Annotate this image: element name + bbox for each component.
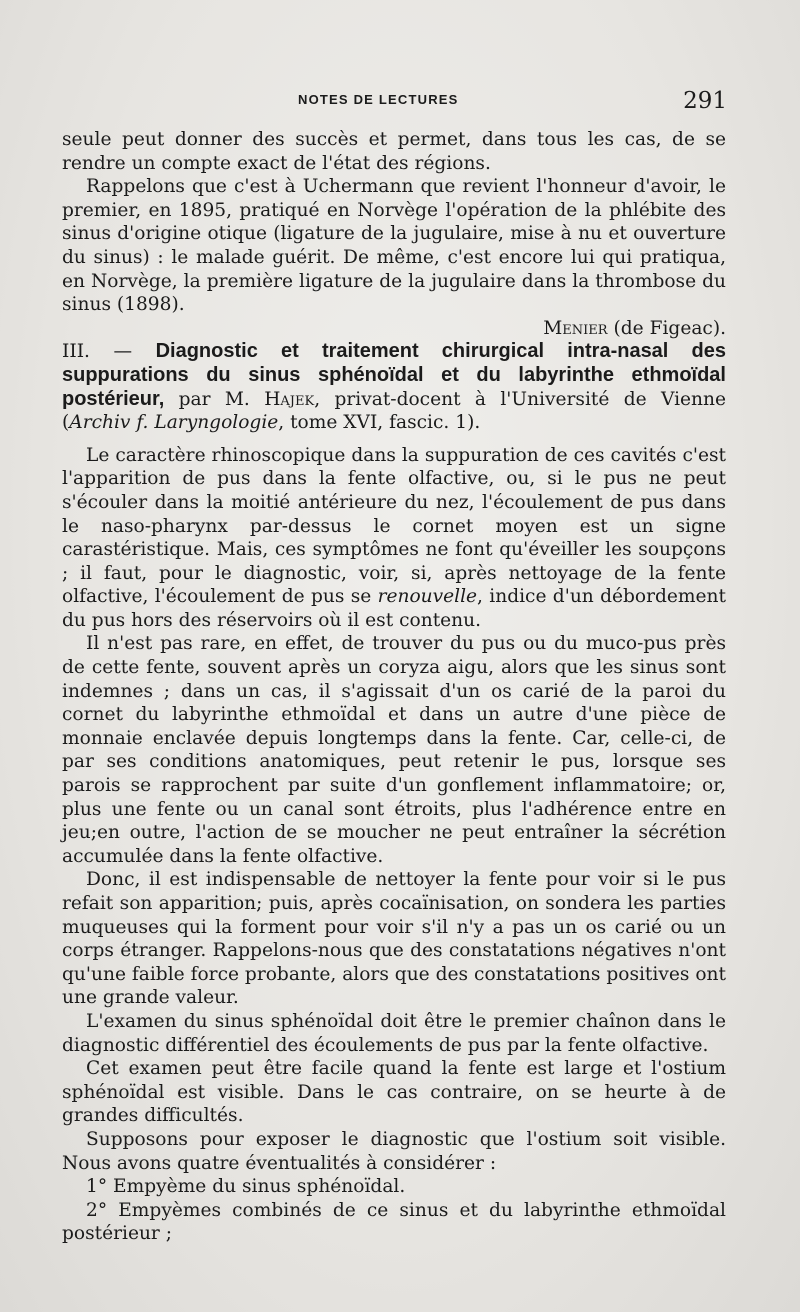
section-author: Hajek <box>264 388 315 410</box>
paragraph-uchermann-text: Rappelons que c'est à Uchermann que revient l'honneur d'avoir, le premier, en 1895, pratiqué en Norvège l'opération de la phlébite des sinus d'origine otique (ligature de la jugulaire, mise à nu et ouverture du sinus) : le malade guérit. De même, c'est encore lui qui pratiqua, en Norvège, la première ligature de la jugulaire dans la thrombose du sinus (1898). <box>62 176 726 316</box>
paragraph-body-2: Il n'est pas rare, en effet, de trouver du pus ou du muco-pus près de cette fente, souvent après un coryza aigu, alors que les sinus sont indemnes ; dans un cas, il s'agissait d'un os carié de la paroi du cornet du labyrinthe ethmoïdal et dans un autre d'une pièce de monnaie enclavée depuis longtemps dans la fente. Car, celle-ci, de par ses conditions anatomiques, peut retenir le pus, lorsque ses parois se rapprochent par suite d'un gonflement inflammatoire; or, plus une fente ou un canal sont étroits, plus l'adhérence entre en jeu;en outre, l'action de se moucher ne peut entraîner la sécrétion accumulée dans la fente olfactive. <box>62 633 726 867</box>
signature-name: Menier <box>543 317 608 339</box>
running-title: NOTES DE LECTURES <box>298 92 459 107</box>
section-by: par M. <box>178 388 250 410</box>
section-affiliation: , privat-docent à l'Université de Vienne ( <box>62 388 726 434</box>
section-heading <box>62 340 726 434</box>
section-title: Diagnostic et traitement chirurgical intra-nasal des suppurations du sinus sphénoïdal et du labyrinthe ethmoïdal postérieur, <box>62 340 726 410</box>
section-source-tail: , tome XVI, fascic. 1). <box>278 412 481 434</box>
paragraph-body-6: Supposons pour exposer le diagnostic que l'ostium soit visible. Nous avons quatre éventualités à considérer : <box>62 1128 726 1174</box>
spacer <box>62 435 726 444</box>
signature-place: (de Figeac). <box>613 317 726 339</box>
list-item-2: 2° Empyèmes combinés de ce sinus et du labyrinthe ethmoïdal postérieur ; <box>62 1199 726 1245</box>
review-signature <box>62 317 726 341</box>
section-number: III. — <box>62 341 133 363</box>
paragraph-uchermann <box>62 175 726 340</box>
page-header <box>62 88 727 122</box>
paragraph-body-1-b: , indice d'un débordement du pus hors des réservoirs où il est contenu. <box>62 586 726 631</box>
paragraph-body-1 <box>62 444 726 633</box>
paragraph-continuation: seule peut donner des succès et permet, dans tous les cas, de se rendre un compte exact de l'état des régions. <box>62 129 726 174</box>
paragraph-body-1-a: Le caractère rhinoscopique dans la suppuration de ces cavités c'est l'apparition de pus dans la fente olfactive, ou, si le pus ne peut s'écouler dans la moitié antérieure du nez, l'écoulement de pus dans le naso-pharynx par-dessus le cornet moyen est un signe carastéristique. Mais, ces symptômes ne font qu'éveiller les soupçons ; il faut, pour le diagnostic, voir, si, après nettoyage de la fente olfactive, l'écoulement de pus se <box>62 444 726 608</box>
paragraph-body-5: Cet examen peut être facile quand la fente est large et l'ostium sphénoïdal est visible. Dans le cas contraire, on se heurte à de grandes difficultés. <box>62 1058 726 1127</box>
paragraph-body-3: Donc, il est indispensable de nettoyer la fente pour voir si le pus refait son apparition; puis, après cocaïnisation, on sondera les parties muqueuses qui la forment pour voir s'il n'y a pas un os carié ou un corps étranger. Rappelons-nous que des constatations négatives n'ont qu'une faible force probante, alors que des constatations positives ont une grande valeur. <box>62 869 726 1009</box>
page-text <box>62 128 726 1246</box>
section-journal: Archiv f. Laryngologie <box>69 412 279 434</box>
paragraph-body-4: L'examen du sinus sphénoïdal doit être le premier chaînon dans le diagnostic différentiel des écoulements de pus par la fente olfactive. <box>62 1010 726 1056</box>
emphasis-renouvelle: renouvelle <box>377 586 478 608</box>
list-item-1: 1° Empyème du sinus sphénoïdal. <box>86 1176 406 1198</box>
page-number: 291 <box>683 88 727 114</box>
